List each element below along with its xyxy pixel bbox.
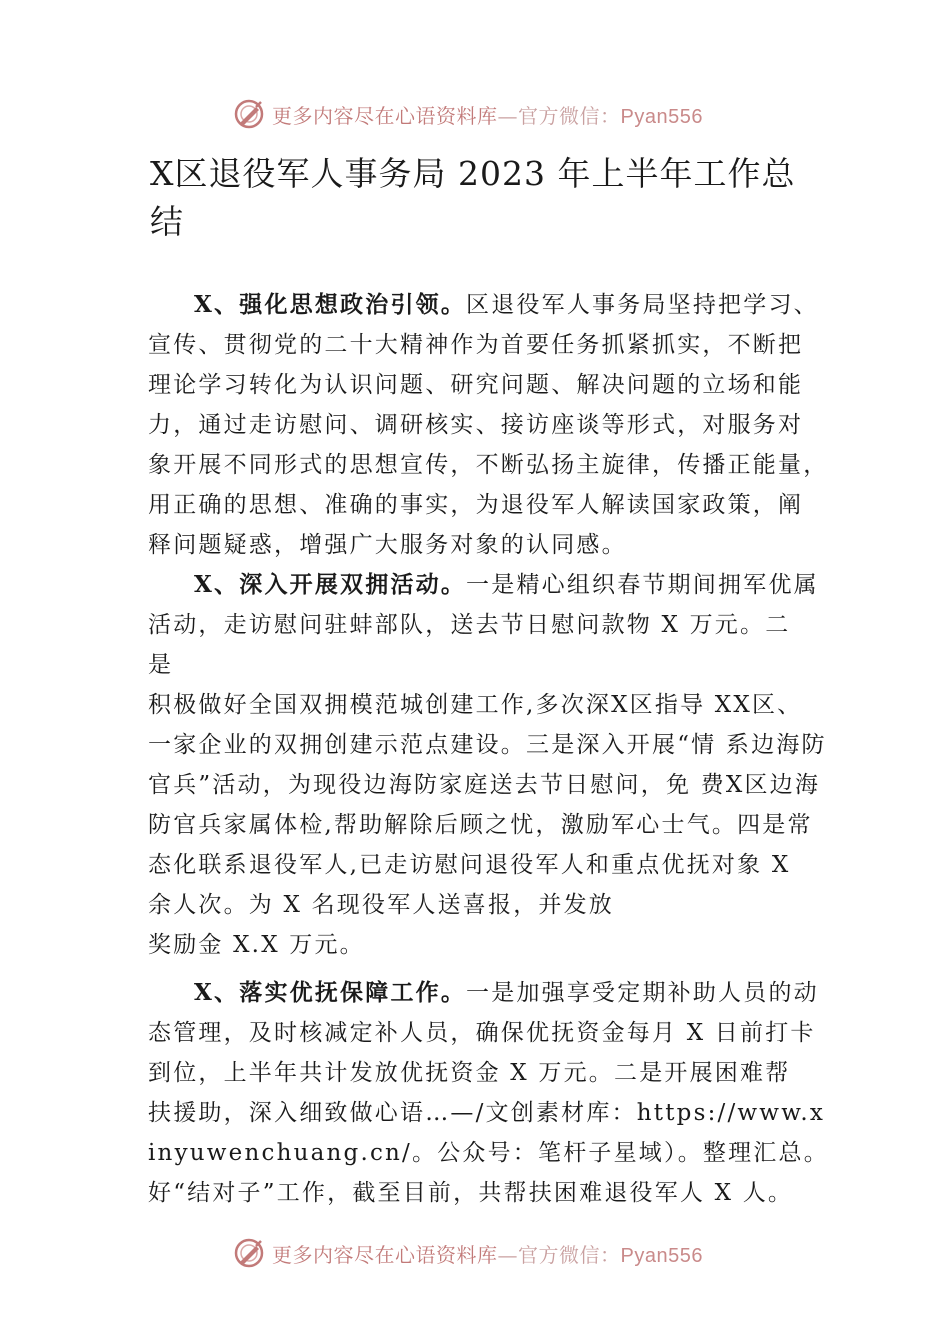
paragraph-3-line-1 <box>148 973 838 1013</box>
paragraph-3-line-5: inyuwenchuang.cn/。公众号：笔杆子星域）。整理汇总。 <box>148 1140 829 1166</box>
paragraph-1-line-1 <box>148 285 838 325</box>
watermark-text <box>272 100 703 129</box>
paragraph-2-line-2: 活动，走访慰问驻蚌部队，送去节日慰问款物 X 万元。二 <box>148 612 791 638</box>
paragraph-1-line-4: 力，通过走访慰问、调研核实、接访座谈等形式，对服务对 <box>148 412 804 438</box>
paragraph-2-line-5: 一家企业的双拥创建示范点建设。三是深入开展“情 系边海防 <box>148 732 827 758</box>
paragraph-2-text: 一是精心组织春节期间拥军优属 <box>466 572 819 598</box>
watermark-separator: — <box>497 103 518 128</box>
pen-logo-icon <box>232 97 266 131</box>
watermark-label: 官方微信： <box>518 103 621 128</box>
paragraph-2-line-7: 防官兵家属体检,帮助解除后顾之忧，激励军心士气。四是常 <box>148 812 813 838</box>
title-line-1: X区退役军人事务局 2023 年上半年工作总 <box>150 154 796 193</box>
paragraph-1-line-2: 宣传、贯彻党的二十大精神作为首要任务抓紧抓实，不断把 <box>148 332 804 358</box>
paragraph-2-line-10: 奖励金 X.X 万元。 <box>148 932 365 958</box>
paragraph-3-line-4: 扶援助，深入细致做心语…—/文创素材库：https://www.x <box>148 1100 826 1126</box>
watermark-separator: — <box>497 1242 518 1267</box>
watermark-main: 更多内容尽在心语资料库 <box>272 103 498 128</box>
paragraph-3-line-6: 好“结对子”工作，截至目前，共帮扶困难退役军人 X 人。 <box>148 1180 794 1206</box>
paragraph-2-line-9: 余人次。为 X 名现役军人送喜报，并发放 <box>148 892 614 918</box>
document-body <box>148 285 838 1213</box>
section-1-heading: X、强化思想政治引领。 <box>194 291 467 318</box>
paragraph-1-line-7: 释问题疑惑，增强广大服务对象的认同感。 <box>148 532 627 558</box>
watermark-footer <box>232 1235 752 1271</box>
paragraph-1-line-6: 用正确的思想、准确的事实，为退役军人解读国家政策，阐 <box>148 492 804 518</box>
paragraph-1-text: 区退役军人事务局坚持把学习、 <box>466 292 819 318</box>
paragraph-1-line-3: 理论学习转化为认识问题、研究问题、解决问题的立场和能 <box>148 372 804 398</box>
paragraph-3-text: 一是加强享受定期补助人员的动 <box>466 980 819 1006</box>
watermark-id: Pyan556 <box>620 105 703 128</box>
pen-logo-icon <box>232 1236 266 1270</box>
watermark-text <box>272 1239 703 1268</box>
paragraph-2-line-4: 积极做好全国双拥模范城创建工作,多次深X区指导 XX区、 <box>148 692 803 718</box>
watermark-label: 官方微信： <box>518 1242 621 1267</box>
paragraph-3-line-3: 到位，上半年共计发放优抚资金 X 万元。二是开展困难帮 <box>148 1060 791 1086</box>
watermark-main: 更多内容尽在心语资料库 <box>272 1242 498 1267</box>
watermark-header <box>232 96 752 132</box>
paragraph-3-line-2: 态管理，及时核减定补人员，确保优抚资金每月 X 日前打卡 <box>148 1020 816 1046</box>
paragraph-2-line-3: 是 <box>148 652 174 678</box>
section-3-heading: X、落实优抚保障工作。 <box>194 979 467 1006</box>
document-title <box>150 150 840 246</box>
paragraph-2-line-1 <box>148 565 838 605</box>
paragraph-2-line-8: 态化联系退役军人,已走访慰问退役军人和重点优抚对象 X <box>148 852 791 878</box>
title-line-2: 结 <box>150 202 184 241</box>
paragraph-2-line-6: 官兵”活动，为现役边海防家庭送去节日慰问，免 费X区边海 <box>148 772 821 798</box>
paragraph-1-line-5: 象开展不同形式的思想宣传，不断弘扬主旋律，传播正能量， <box>148 452 829 478</box>
watermark-id: Pyan556 <box>620 1244 703 1267</box>
section-2-heading: X、深入开展双拥活动。 <box>194 571 467 598</box>
